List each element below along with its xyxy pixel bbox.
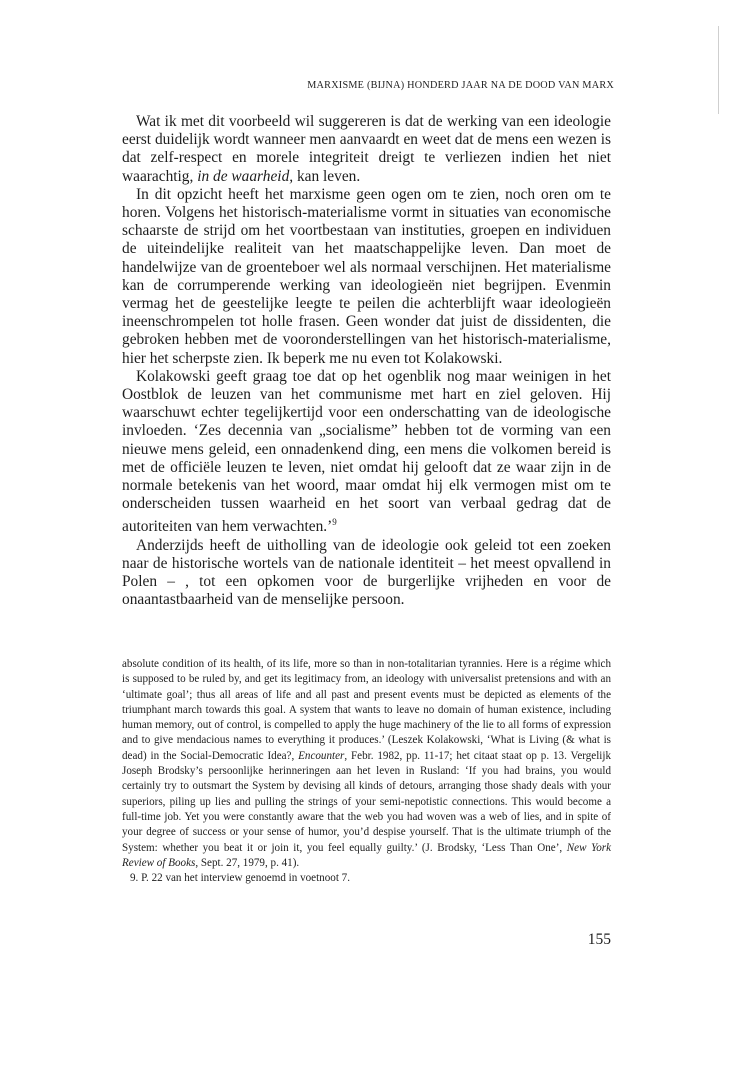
paragraph-2: In dit opzicht heeft het marxisme geen ogen om te zien, noch oren om te horen. Volgens het historisch-materialisme vormt in situaties van economische schaarste de strijd om het voortbestaan van instituties, groepen en individuen de uiteindelijke realiteit van het maatschappelijke leven. Dan moet de handelwijze van de groenteboer wel als normaal verschijnen. Het materialisme kan de corrumperende werking van ideologieën niet begrijpen. Evenmin vermag het de geestelijke leegte te peilen die achterblijft waar ideologieën ineenschrompelen tot holle frasen. Geen wonder dat juist de dissidenten, die gebroken hebben met de vooronderstellingen van het historisch-materialisme, hier het scherpste zien. Ik beperk me nu even tot Kolakowski. [122, 185, 611, 367]
footnote-8-continued [122, 657, 611, 871]
paragraph-3 [122, 368, 611, 537]
footnote-8-text-c: , Sept. 27, 1979, p. 41). [195, 856, 300, 869]
paragraph-1-text-b: kan leven. [293, 167, 361, 185]
paragraph-1 [122, 113, 611, 186]
scan-page-edge-line [718, 26, 719, 114]
paragraph-4: Anderzijds heeft de uitholling van de ideologie ook geleid tot een zoeken naar de historische wortels van de nationale identiteit – het meest opvallend in Polen – , tot een opkomen voor de burgerlijke vrijheden en voor de onaantastbaarheid van de menselijke persoon. [122, 536, 611, 609]
footnotes [122, 657, 611, 886]
paragraph-1-text-a: Wat ik met dit voorbeeld wil suggereren is dat de werking van een ideologie eerst duidelijk wordt wanneer men aanvaardt en weet dat de mens een wezen is dat zelf-respect en morele integriteit dreigt te verliezen indien het niet waarachtig, [122, 113, 611, 185]
footnote-8-emphasis-nyrb: New York Review of Books [122, 841, 612, 869]
paragraph-3-text: Kolakowski geeft graag toe dat op het ogenblik nog maar weinigen in het Oostblok de leuzen van het communisme met hart en ziel geloven. Hij waarschuwt echter tegelijkertijd voor een onderschatting van de ideologische invloeden. ‘Zes decennia van „socialisme” hebben tot de vorming van een nieuwe mens geleid, een onnadenkend ding, een mens die volkomen bereid is met de officiële leuzen te leven, niet omdat hij gelooft dat ze waar zijn in de normale betekenis van het woord, maar omdat hij elk vermogen mist om te onderscheiden tussen waarheid en het soort van verbaal gedrag dat de autoriteiten van hem verwachten.’ [122, 367, 611, 536]
footnote-ref-9: 9 [332, 517, 337, 528]
footnote-8-emphasis-encounter: Encounter [298, 749, 345, 762]
paragraph-1-emphasis: in de waarheid, [197, 167, 294, 185]
running-head: MARXISME (BIJNA) HONDERD JAAR NA DE DOOD VAN MARX [307, 80, 614, 91]
footnote-9: 9. P. 22 van het interview genoemd in voetnoot 7. [130, 872, 350, 885]
main-text [122, 113, 611, 610]
footnote-8-text-b: , Febr. 1982, pp. 11-17; het citaat staat op p. 13. Vergelijk Joseph Brodsky’s persoonlijke herinneringen aan het leven in Rusland: ‘If you had brains, you would certainly try to outsmart the System by devising all kinds of detours, arranging those shady deals with your superiors, piling up lies and pulling the strings of your semi-nepotistic connections. This would become a full-time job. Yet you were constantly aware that the web you had woven was a web of lies, and in spite of your degree of success or your sense of humor, you’d despise yourself. That is the ultimate triumph of the System: whether you beat it or join it, you feel equally guilty.’ (J. Brodsky, ‘Less Than One’, [122, 749, 611, 854]
page-number: 155 [587, 931, 611, 948]
footnote-8-text-a: absolute condition of its health, of its life, more so than in non-totalitarian tyrannies. Here is a régime which is supposed to be ruled by, and get its legitimacy from, an ideology with universalist pretensions and with an ‘ultimate goal’; thus all areas of life and all past and present events must be depicted as elements of the triumphant march towards this goal. A system that wants to leave no domain of human existence, including human memory, out of control, is compelled to apply the huge machinery of the lie to all forms of expression and to give mendacious names to everything it produces.’ (Leszek Kolakowski, ‘What is Living (& what is dead) in the Social-Democratic Idea?, [122, 658, 611, 762]
